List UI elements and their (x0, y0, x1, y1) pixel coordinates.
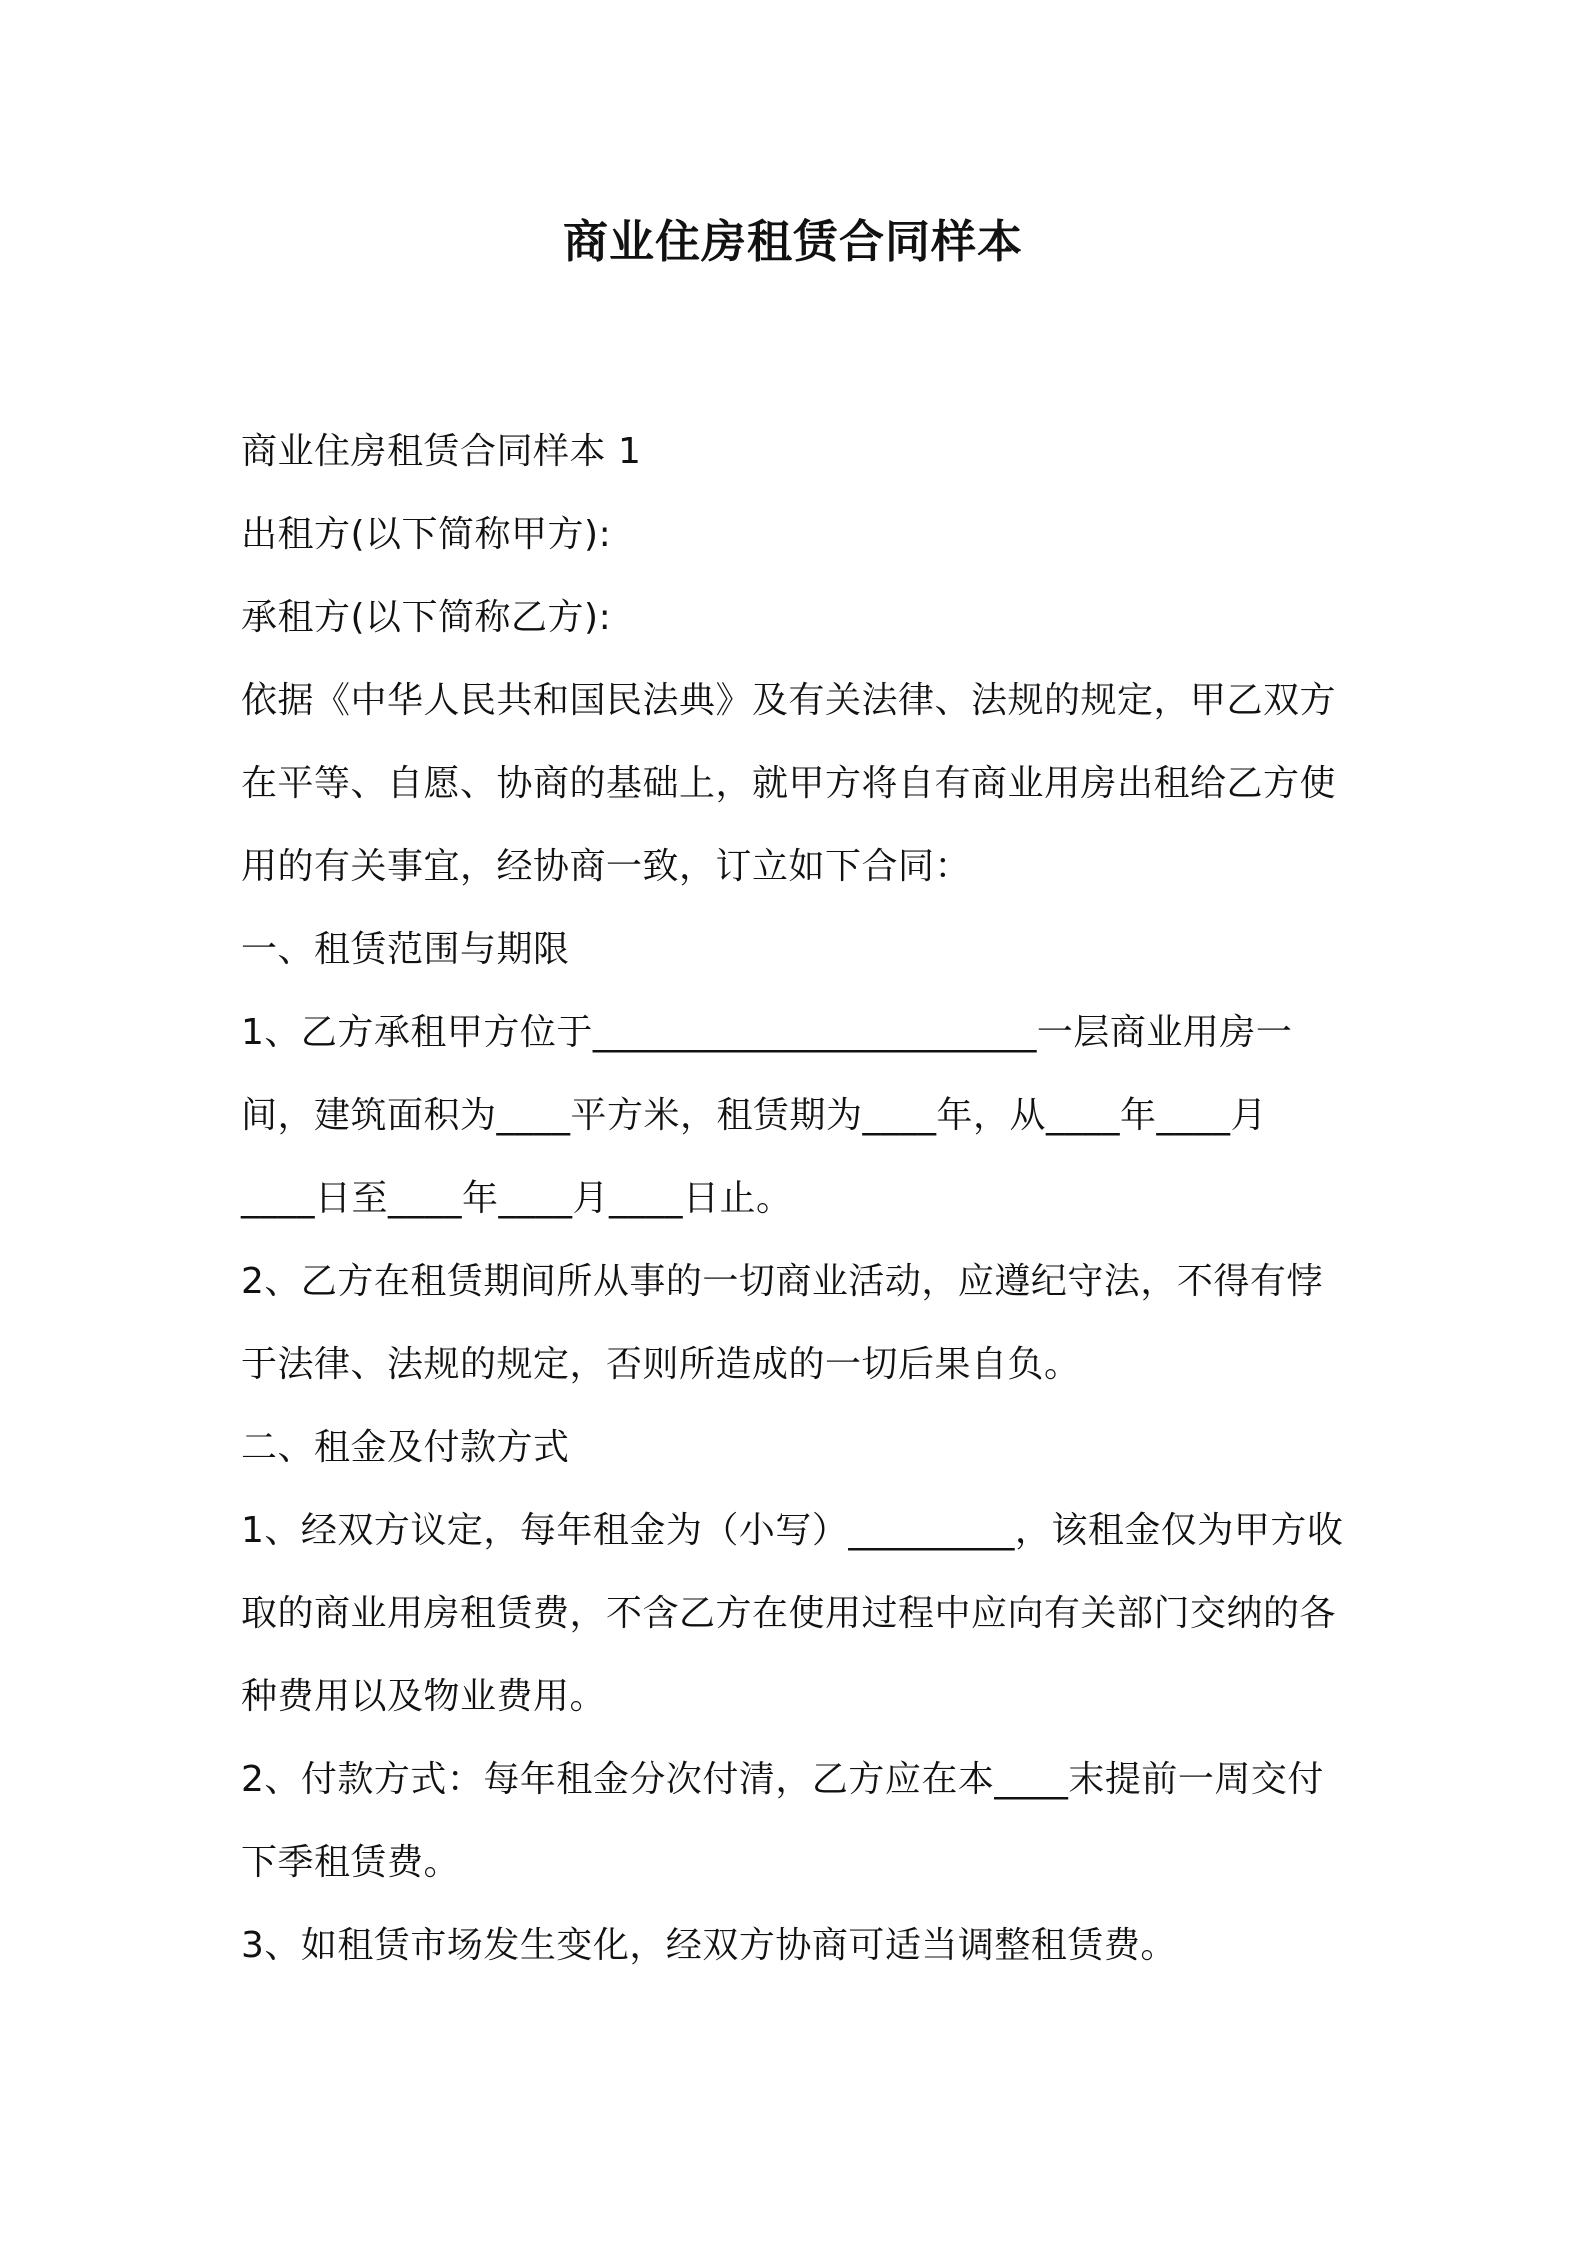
section-heading-sample-1: 商业住房租赁合同样本 1 (241, 431, 642, 472)
clause-1-2-line-1: 2、乙方在租赁期间所从事的一切商业活动，应遵纪守法，不得有悖 (241, 1261, 1323, 1302)
document-body (241, 410, 1355, 1987)
section-heading-scope-term: 一、租赁范围与期限 (241, 929, 570, 970)
clause-1-1-line-1: 1、乙方承租甲方位于________________________一层商业用房一 (241, 1012, 1293, 1053)
preamble-line-3: 用的有关事宜，经协商一致，订立如下合同： (241, 846, 972, 887)
document-title: 商业住房租赁合同样本 (562, 215, 1023, 268)
clause-2-1-line-3: 种费用以及物业费用。 (241, 1676, 607, 1717)
preamble-line-1: 依据《中华人民共和国民法典》及有关法律、法规的规定，甲乙双方 (241, 680, 1337, 721)
lessee-line: 承租方(以下简称乙方): (241, 597, 612, 638)
clause-2-2-line-2: 下季租赁费。 (241, 1842, 461, 1883)
clause-1-1-line-3: ____日至____年____月____日止。 (241, 1178, 793, 1219)
clause-1-1-line-2: 间，建筑面积为____平方米，租赁期为____年，从____年____月 (241, 1095, 1268, 1136)
clause-2-1-line-1: 1、经双方议定，每年租金为（小写）_________，该租金仅为甲方收 (241, 1510, 1344, 1551)
section-heading-rent-payment: 二、租金及付款方式 (241, 1427, 570, 1468)
clause-2-1-line-2: 取的商业用房租赁费，不含乙方在使用过程中应向有关部门交纳的各 (241, 1593, 1337, 1634)
clause-2-2-line-1: 2、付款方式：每年租金分次付清，乙方应在本____末提前一周交付 (241, 1759, 1324, 1800)
lessor-line: 出租方(以下简称甲方): (241, 514, 612, 555)
clause-2-3-line-1: 3、如租赁市场发生变化，经双方协商可适当调整租赁费。 (241, 1925, 1177, 1966)
preamble-line-2: 在平等、自愿、协商的基础上，就甲方将自有商业用房出租给乙方使 (241, 763, 1337, 804)
clause-1-2-line-2: 于法律、法规的规定，否则所造成的一切后果自负。 (241, 1344, 1081, 1385)
